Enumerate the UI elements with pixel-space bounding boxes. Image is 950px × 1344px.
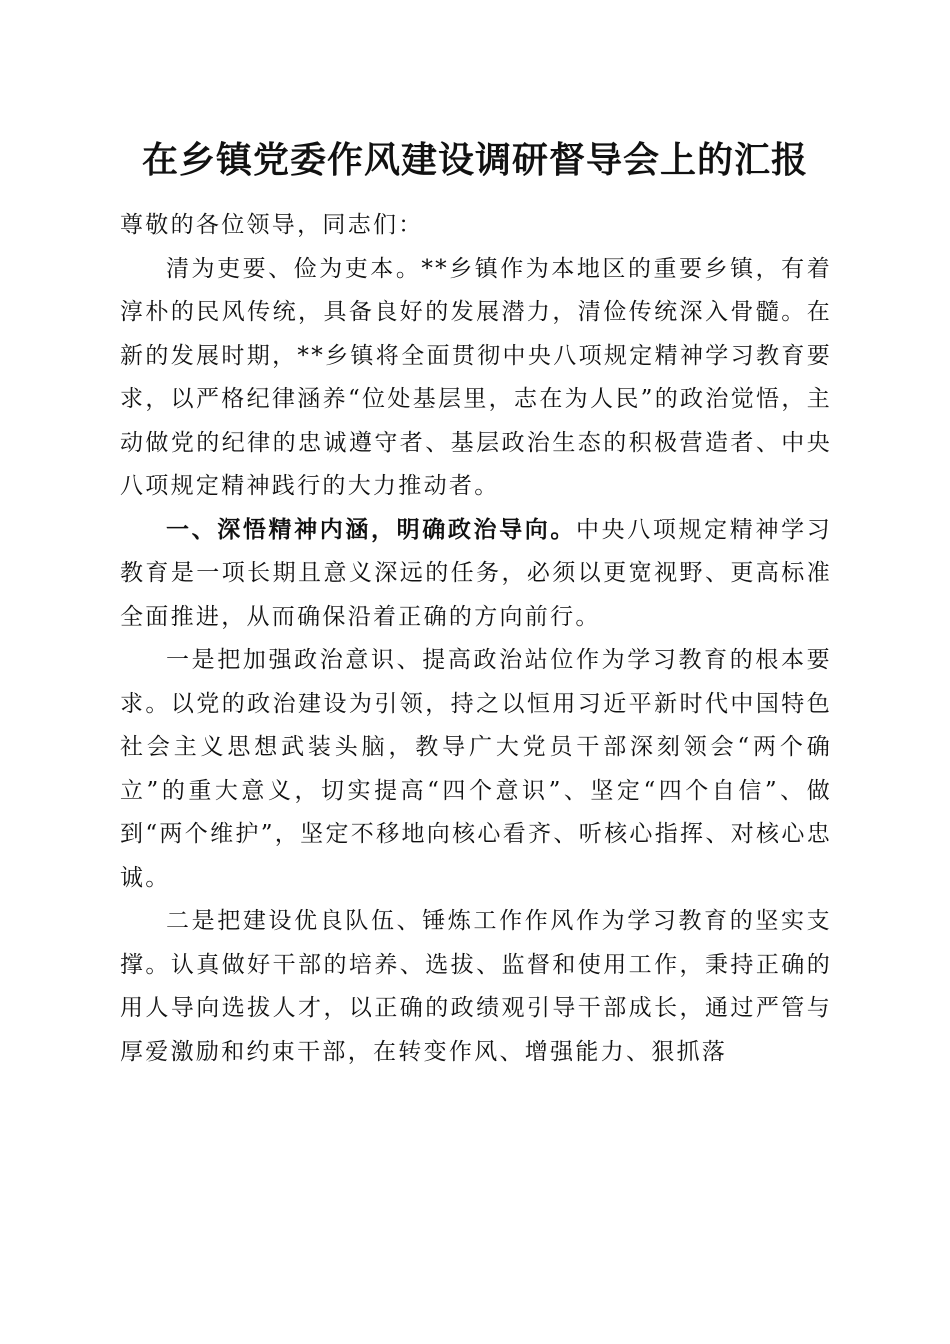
paragraph-point-one-text: 一是把加强政治意识、提高政治站位作为学习教育的根本要求。以党的政治建设为引领，持之以恒用习近平新时代中国特色社会主义思想武装头脑，教导广大党员干部深刻领会“两个确立”的重大意义，切实提高“四个意识”、坚定“四个自信”、做到“两个维护”，坚定不移地向核心看齐、听核心指挥、对核心忠诚。 <box>120 647 832 891</box>
section-one-heading: 一、深悟精神内涵，明确政治导向。 <box>166 516 577 543</box>
paragraph-point-one <box>120 639 832 900</box>
paragraph-section-one-text: 中央八项规定精神学习教育是一项长期且意义深远的任务，必须以更宽视野、更高标准全面推进，从而确保沿着正确的方向前行。 <box>120 516 832 630</box>
paragraph-point-two <box>120 900 832 1074</box>
paragraph-point-two-text: 二是把建设优良队伍、锤炼工作作风作为学习教育的坚实支撑。认真做好干部的培养、选拔、监督和使用工作，秉持正确的用人导向选拔人才，以正确的政绩观引导干部成长，通过严管与厚爱激励和约束干部，在转变作风、增强能力、狠抓落 <box>120 908 832 1065</box>
document-body <box>120 204 832 1074</box>
document-title: 在乡镇党委作风建设调研督导会上的汇报 <box>141 139 808 181</box>
paragraph-intro <box>120 248 832 509</box>
paragraph-intro-text: 清为吏要、俭为吏本。**乡镇作为本地区的重要乡镇，有着淳朴的民风传统，具备良好的发展潜力，清俭传统深入骨髓。在新的发展时期，**乡镇将全面贯彻中央八项规定精神学习教育要求，以严格纪律涵养“位处基层里，志在为人民”的政治觉悟，主动做党的纪律的忠诚遵守者、基层政治生态的积极营造者、中央八项规定精神践行的大力推动者。 <box>120 255 832 499</box>
salutation: 尊敬的各位领导，同志们： <box>120 212 424 238</box>
paragraph-section-one <box>120 509 832 640</box>
